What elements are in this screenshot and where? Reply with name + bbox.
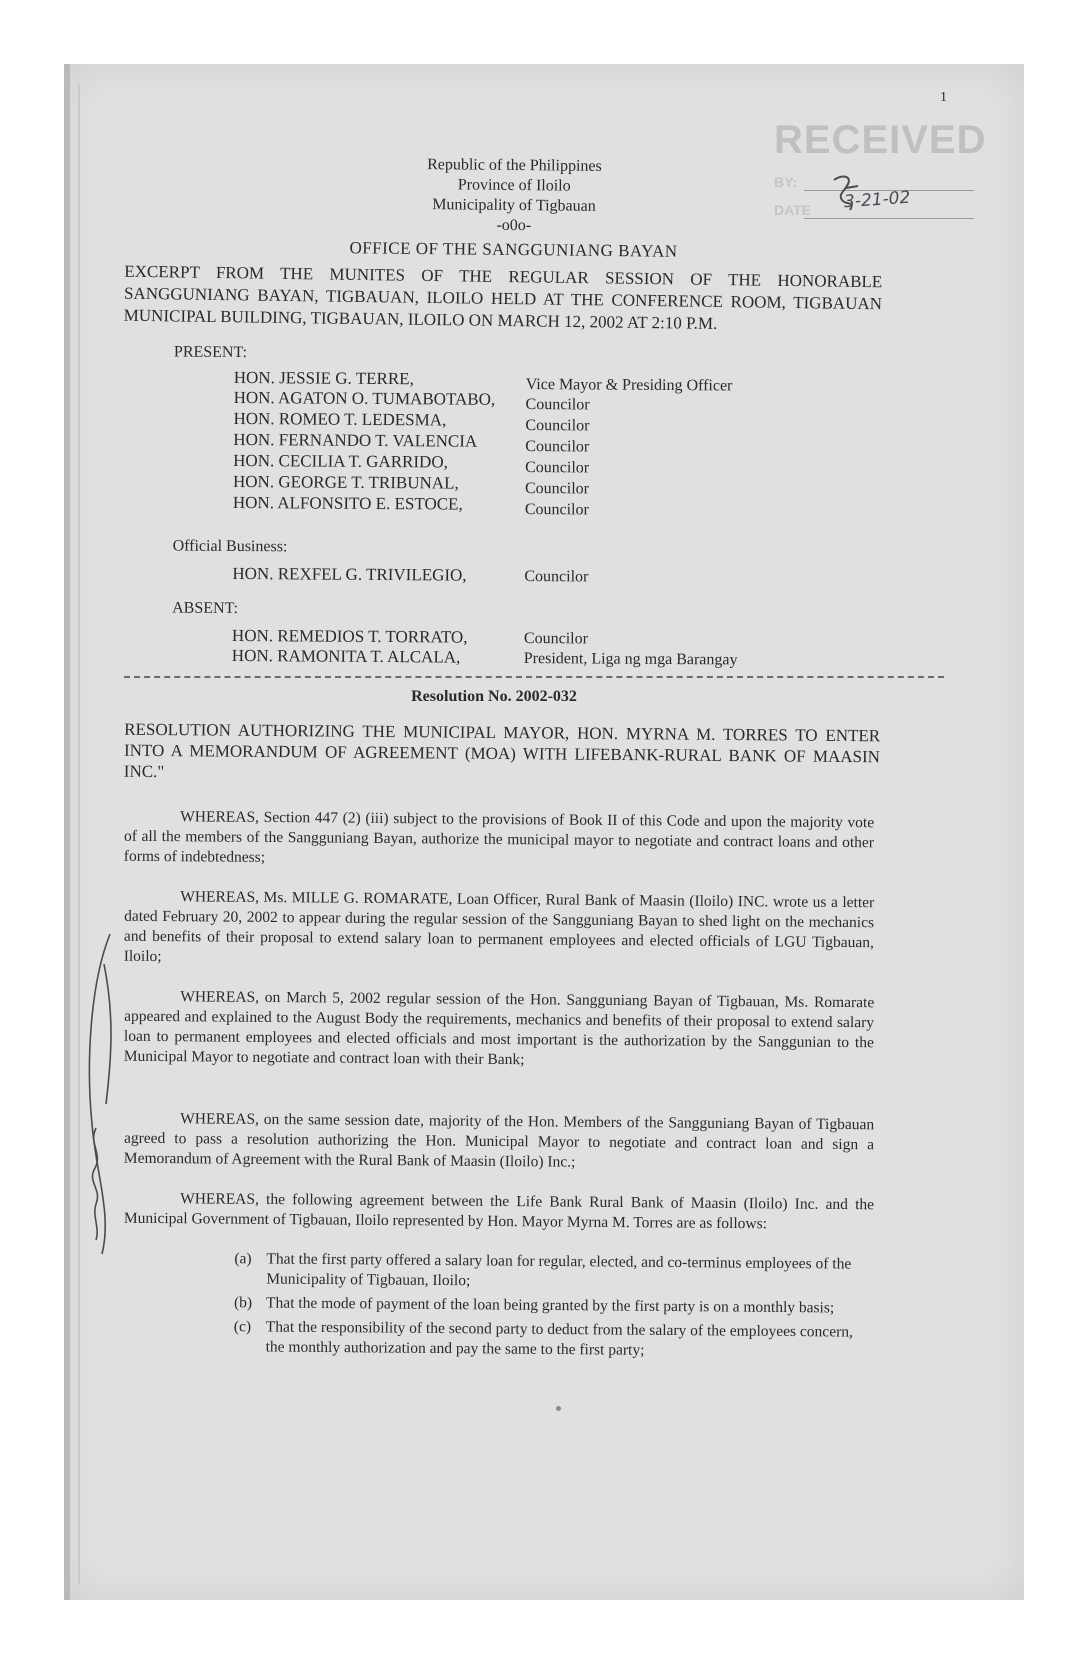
page-number: 1	[940, 90, 947, 105]
page-binding-edge	[64, 64, 70, 1600]
whereas-paragraph: WHEREAS, on the same session date, majority of the Hon. Members of the Sangguniang Bayan of Tigbauan agreed to pass a resolution authorizing the Hon. Municipal Mayor to negotiate and contract loan and sign a Memorandum of Agreement with the Rural Bank of Maasin (Iloilo) Inc.;	[123, 1110, 875, 1171]
attendee-position: Councilor	[525, 396, 590, 414]
attendee-position: Councilor	[524, 480, 590, 498]
list-item-text: That the mode of payment of the loan being granted by the first party is on a monthly basis;	[265, 1294, 835, 1317]
whereas-paragraph: WHEREAS, Section 447 (2) (iii) subject to the provisions of Book II of this Code and upon the majority vote of all the members of the Sangguniang Bayan, authorize the municipal mayor to negotiate and contract loans and other forms of indebtedness;	[123, 808, 875, 866]
stamp-handwritten-date: 3-21-02	[843, 187, 911, 213]
list-marker: (c)	[233, 1318, 252, 1336]
agreement-list	[234, 1249, 875, 1367]
list-item	[234, 1249, 874, 1295]
list-item	[234, 1317, 874, 1363]
attendee-position: Councilor	[524, 568, 589, 586]
attendee-name: HON. ALFONSITO E. ESTOCE,	[232, 492, 463, 514]
attendee-name: HON. REXFEL G. TRIVILEGIO,	[232, 563, 467, 585]
list-marker: (a)	[234, 1250, 252, 1268]
list-item-text: That the responsibility of the second party to deduct from the salary of the employees concern, the monthly authorization and pay the same to the first party;	[265, 1318, 853, 1359]
binding-fold-line	[78, 84, 80, 1584]
stamp-date-label: DATE	[774, 202, 812, 218]
stamp-date-line	[804, 218, 974, 219]
document-page	[64, 64, 1024, 1600]
attendee-row	[232, 646, 872, 672]
present-label: PRESENT:	[173, 343, 248, 362]
resolution-title: RESOLUTION AUTHORIZING THE MUNICIPAL MAYOR, HON. MYRNA M. TORRES TO ENTER INTO A MEMORANDUM OF AGREEMENT (MOA) WITH LIFEBANK-RURAL BANK OF MAASIN INC."	[123, 719, 881, 782]
attendee-name: HON. REMEDIOS T. TORRATO,	[231, 625, 468, 647]
paper-speck	[556, 1406, 561, 1411]
whereas-paragraph: WHEREAS, on March 5, 2002 regular session of the Hon. Sangguniang Bayan of Tigbauan, Ms. Romarate appeared and explained to the August Body the requirements, mechanics and benefits of their proposal to extend salary loan to permanent employees and elected officials and most important is the authorization by the Sanggunian to the Municipal Mayor to negotiate and contract loan with their Bank;	[123, 988, 875, 1069]
attendee-position: President, Liga ng mga Barangay	[523, 650, 738, 669]
list-marker: (b)	[233, 1294, 253, 1312]
whereas-paragraph: WHEREAS, Ms. MILLE G. ROMARATE, Loan Officer, Rural Bank of Maasin (Iloilo) INC. wrote us a letter dated February 20, 2002 to appear during the regular session of the Sangguniang Bayan to shed light on the mechanics and benefits of their proposal to extend salary loan to permanent employees and elected officials of LGU Tigbauan, Iloilo;	[123, 888, 875, 966]
session-excerpt: EXCERPT FROM THE MUNITES OF THE REGULAR SESSION OF THE HONORABLE SANGGUNIANG BAYAN, TIGBAUAN, ILOILO HELD AT THE CONFERENCE ROOM, TIGBAUAN MUNICIPAL BUILDING, TIGBAUAN, ILOILO ON MARCH 12, 2002 AT 2:10 P.M.	[123, 261, 883, 333]
attendee-name: HON. JESSIE G. TERRE,	[233, 367, 414, 389]
list-item-text: That the first party offered a salary loan for regular, elected, and co-terminus employees of the Municipality of Tigbauan, Iloilo;	[266, 1250, 852, 1290]
attendee-position: Vice Mayor & Presiding Officer	[525, 376, 733, 395]
document-header	[263, 153, 764, 262]
attendee-position: Councilor	[525, 459, 590, 477]
attendee-name: HON. ROMEO T. LEDESMA,	[233, 408, 447, 430]
attendee-name: HON. FERNANDO T. VALENCIA	[233, 429, 478, 451]
header-republic: Republic of the Philippines	[427, 156, 602, 175]
list-item	[234, 1293, 874, 1319]
attendance-section	[172, 343, 874, 669]
attendee-position: Councilor	[523, 630, 589, 648]
attendee-row	[233, 493, 873, 519]
header-office: OFFICE OF THE SANGGUNIANG BAYAN	[349, 238, 678, 261]
header-separator: -o0o-	[496, 216, 532, 235]
attendee-name: HON. CECILIA T. GARRIDO,	[233, 450, 448, 472]
header-municipality: Municipality of Tigbauan	[432, 196, 596, 215]
resolution-number: Resolution No. 2002-032	[411, 688, 577, 705]
whereas-paragraph: WHEREAS, the following agreement between the Life Bank Rural Bank of Maasin (Iloilo) Inc. and the Municipal Government of Tigbauan, Iloilo represented by Hon. Mayor Myrna M. Torres are as follows:	[123, 1190, 875, 1233]
margin-initials-icon	[84, 1124, 108, 1244]
attendee-name: HON. RAMONITA T. ALCALA,	[231, 645, 461, 667]
attendee-position: Councilor	[525, 438, 590, 456]
attendee-position: Councilor	[524, 501, 589, 519]
attendee-position: Councilor	[525, 417, 590, 435]
attendee-row	[232, 564, 872, 590]
official-business-label: Official Business:	[172, 537, 288, 556]
stamp-title: RECEIVED	[774, 118, 987, 162]
absent-label: ABSENT:	[172, 599, 239, 618]
stamp-by-label: BY:	[774, 174, 798, 190]
received-stamp	[764, 114, 987, 234]
attendee-name: HON. AGATON O. TUMABOTABO,	[233, 387, 496, 409]
attendee-name: HON. GEORGE T. TRIBUNAL,	[232, 471, 459, 493]
header-province: Province of Iloilo	[457, 176, 571, 195]
section-divider	[124, 676, 944, 678]
